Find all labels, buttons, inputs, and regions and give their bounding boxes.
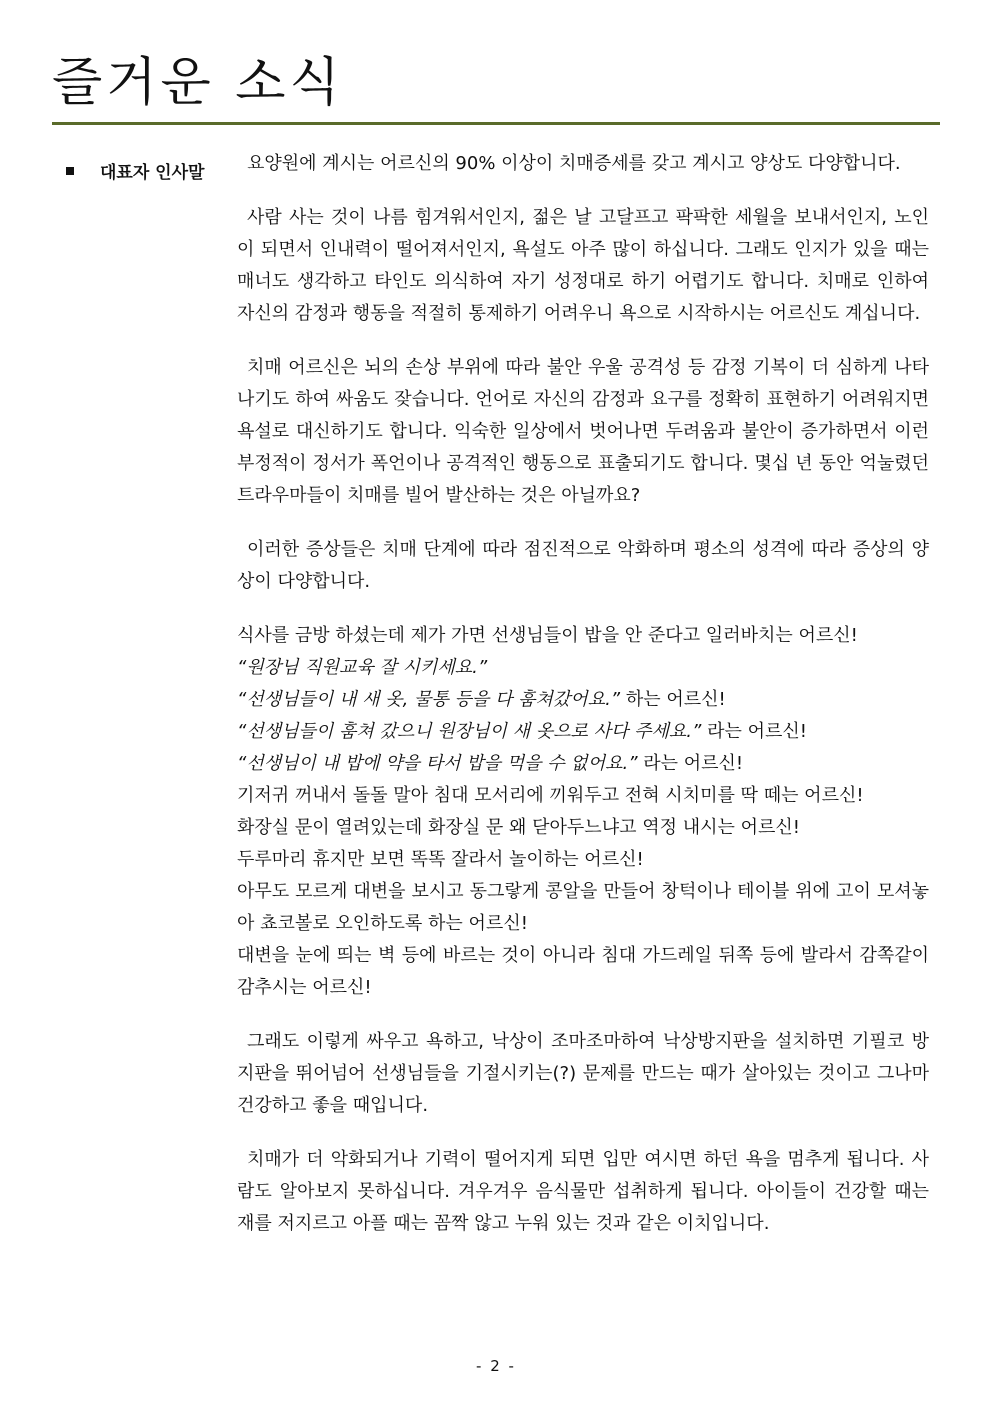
page-number: - 2 -	[476, 1357, 516, 1375]
paragraph-decline: 치매가 더 악화되거나 기력이 떨어지게 되면 입만 여시면 하던 욕을 멈추게 됩니다. 사람도 알아보지 못하십니다. 겨우겨우 음식물만 섭취하게 됩니다. 아이들이 건강할 때는 재를 저지르고 아플 때는 꼼짝 않고 누워 있는 것과 같은 이치입니다.	[237, 1149, 929, 1234]
list-item: 식사를 금방 하셨는데 제가 가면 선생님들이 밥을 안 준다고 일러바치는 어르신!	[237, 625, 858, 646]
section-heading	[66, 158, 204, 183]
list-item: 기저귀 꺼내서 돌돌 말아 침대 모서리에 끼워두고 전혀 시치미를 딱 떼는 어르신!	[237, 785, 864, 806]
article-body	[237, 148, 929, 1262]
paragraph-profanity: 사람 사는 것이 나름 힘겨워서인지, 젊은 날 고달프고 팍팍한 세월을 보내서인지, 노인이 되면서 인내력이 떨어져서인지, 욕설도 아주 많이 하십니다. 그래도 인지가 있을 때는 매너도 생각하고 타인도 의식하여 자기 성정대로 하기 어렵기도 합니다. 치매로 인하여 자신의 감정과 행동을 적절히 통제하기 어려우니 욕으로 시작하시는 어르신도 계십니다.	[237, 207, 929, 324]
list-item: 화장실 문이 열려있는데 화장실 문 왜 닫아두느냐고 역정 내시는 어르신!	[237, 817, 800, 838]
section-label: 대표자 인사말	[100, 163, 205, 183]
quote-text: “선생님들이 훔쳐 갔으니 원장님이 새 옷으로 사다 주세요.”	[237, 721, 702, 742]
square-bullet-icon	[66, 167, 74, 175]
list-item: “선생님이 내 밥에 약을 타서 밥을 먹을 수 없어요.” 라는 어르신!	[237, 753, 744, 774]
examples-list	[237, 620, 929, 1004]
list-item: 대변을 눈에 띄는 벽 등에 바르는 것이 아니라 침대 가드레일 뒤쪽 등에 발라서 감쪽같이 감추시는 어르신!	[237, 945, 929, 998]
list-item: 아무도 모르게 대변을 보시고 동그랗게 콩알을 만들어 창턱이나 테이블 위에 고이 모셔놓아 쵸코볼로 오인하도록 하는 어르신!	[237, 881, 929, 934]
list-item	[237, 652, 929, 684]
page-title: 즐거운 소식	[52, 53, 344, 113]
list-item: 두루마리 휴지만 보면 똑똑 잘라서 놀이하는 어르신!	[237, 849, 644, 870]
list-item: “선생님들이 훔쳐 갔으니 원장님이 새 옷으로 사다 주세요.” 라는 어르신!	[237, 721, 807, 742]
paragraph-intro: 요양원에 계시는 어르신의 90% 이상이 치매증세를 갖고 계시고 양상도 다양합니다.	[247, 153, 901, 174]
paragraph-emotions: 치매 어르신은 뇌의 손상 부위에 따라 불안 우울 공격성 등 감정 기복이 더 심하게 나타나기도 하여 싸움도 잦습니다. 언어로 자신의 감정과 요구를 정확히 표현하기 어려워지면 욕설로 대신하기도 합니다. 익숙한 일상에서 벗어나면 두려움과 불안이 증가하면서 이런 부정적이 정서가 폭언이나 공격적인 행동으로 표출되기도 합니다. 몇십 년 동안 억눌렸던 트라우마들이 치매를 빌어 발산하는 것은 아닐까요?	[237, 357, 929, 506]
quote-text: “선생님이 내 밥에 약을 타서 밥을 먹을 수 없어요.”	[237, 753, 638, 774]
quote-text: “원장님 직원교육 잘 시키세요.”	[237, 657, 488, 678]
quote-text: “선생님들이 내 새 옷, 물통 등을 다 훔쳐갔어요.”	[237, 689, 621, 710]
list-item: “선생님들이 내 새 옷, 물통 등을 다 훔쳐갔어요.” 하는 어르신!	[237, 689, 726, 710]
paragraph-alive: 그래도 이렇게 싸우고 욕하고, 낙상이 조마조마하여 낙상방지판을 설치하면 기필코 방지판을 뛰어넘어 선생님들을 기절시키는(?) 문제를 만드는 때가 살아있는 것이고 그나마 건강하고 좋을 때입니다.	[237, 1031, 929, 1116]
paragraph-symptoms: 이러한 증상들은 치매 단계에 따라 점진적으로 악화하며 평소의 성격에 따라 증상의 양상이 다양합니다.	[237, 539, 929, 592]
title-divider	[52, 122, 940, 125]
